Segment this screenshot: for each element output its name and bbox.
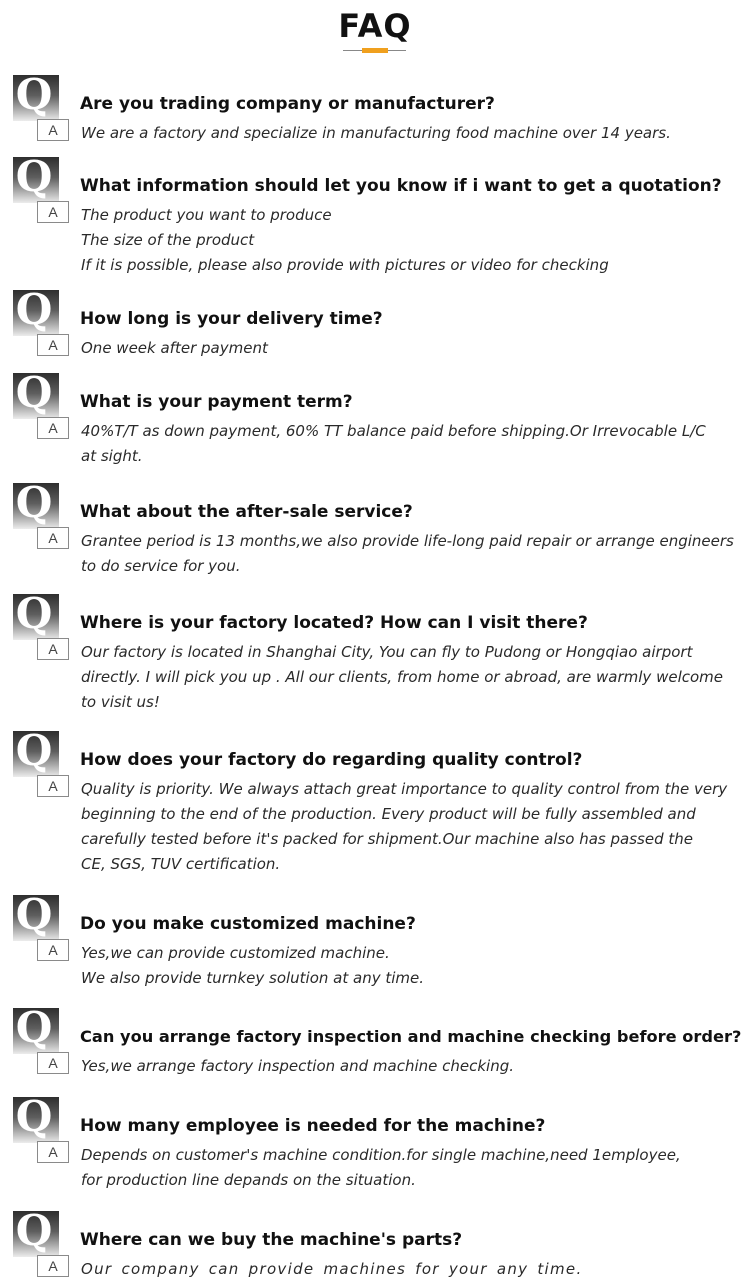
answer-line: One week after payment — [81, 339, 268, 357]
a-badge-icon — [37, 1141, 69, 1163]
a-badge-icon — [37, 775, 69, 797]
faq-question: How many employee is needed for the machine? — [80, 1116, 546, 1136]
faq-answer — [81, 1054, 514, 1079]
a-letter: A — [48, 1258, 58, 1274]
qa-icon — [13, 726, 69, 797]
answer-line: Grantee period is 13 months,we also provide life-long paid repair or arrange engineers — [81, 532, 734, 550]
qa-icon — [13, 368, 69, 439]
faq-question: What about the after-sale service? — [80, 502, 413, 522]
answer-line: carefully tested before it's packed for shipment.Our machine also has passed the — [81, 830, 693, 848]
answer-line: The size of the product — [81, 231, 255, 249]
a-letter: A — [48, 778, 58, 794]
a-badge-icon — [37, 1255, 69, 1277]
q-letter: Q — [15, 152, 53, 201]
qa-icon — [13, 1003, 69, 1074]
answer-line: If it is possible, please also provide with pictures or video for checking — [81, 256, 609, 274]
a-letter: A — [48, 1055, 58, 1071]
qa-icon — [13, 478, 69, 549]
faq-answer — [81, 419, 706, 469]
faq-answer — [81, 203, 609, 278]
q-letter: Q — [15, 1092, 53, 1141]
qa-icon — [13, 152, 69, 223]
q-badge-icon — [13, 726, 59, 777]
faq-question: Can you arrange factory inspection and machine checking before order? — [80, 1027, 742, 1046]
a-badge-icon — [37, 527, 69, 549]
answer-line: Depends on customer's machine condition.for single machine,need 1employee, — [81, 1146, 681, 1164]
faq-question: What is your payment term? — [80, 392, 353, 412]
faq-answer — [81, 529, 734, 579]
q-letter: Q — [15, 1003, 53, 1052]
q-badge-icon — [13, 152, 59, 203]
answer-line: at sight. — [81, 447, 143, 465]
faq-question: What information should let you know if i want to get a quotation? — [80, 176, 722, 196]
answer-line: beginning to the end of the production. Every product will be fully assembled and — [81, 805, 696, 823]
q-letter: Q — [15, 70, 53, 119]
q-badge-icon — [13, 70, 59, 121]
a-badge-icon — [37, 1052, 69, 1074]
answer-line: for production line depands on the situation. — [81, 1171, 416, 1189]
faq-header — [0, 0, 750, 60]
faq-question: How long is your delivery time? — [80, 309, 383, 329]
answer-line: 40%T/T as down payment, 60% TT balance paid before shipping.Or Irrevocable L/C — [81, 422, 706, 440]
answer-line: to visit us! — [81, 693, 160, 711]
q-badge-icon — [13, 1092, 59, 1143]
answer-line: Our company can provide machines for your any time. — [81, 1260, 583, 1278]
a-badge-icon — [37, 638, 69, 660]
faq-answer — [81, 777, 727, 877]
faq-question: Are you trading company or manufacturer? — [80, 94, 495, 114]
a-badge-icon — [37, 201, 69, 223]
q-letter: Q — [15, 726, 53, 775]
q-letter: Q — [15, 478, 53, 527]
qa-icon — [13, 890, 69, 961]
qa-icon — [13, 70, 69, 141]
answer-line: We also provide turnkey solution at any time. — [81, 969, 425, 987]
page-title: FAQ — [338, 7, 412, 45]
a-letter: A — [48, 204, 58, 220]
q-letter: Q — [15, 368, 53, 417]
q-badge-icon — [13, 478, 59, 529]
q-letter: Q — [15, 589, 53, 638]
q-badge-icon — [13, 368, 59, 419]
faq-question: Where can we buy the machine's parts? — [80, 1230, 463, 1250]
answer-line: CE, SGS, TUV certification. — [81, 855, 281, 873]
faq-answer — [81, 121, 671, 146]
q-letter: Q — [15, 285, 53, 334]
a-letter: A — [48, 122, 58, 138]
a-letter: A — [48, 420, 58, 436]
qa-icon — [13, 1092, 69, 1163]
a-letter: A — [48, 530, 58, 546]
q-letter: Q — [15, 890, 53, 939]
faq-answer — [81, 1143, 681, 1193]
q-letter: Q — [15, 1206, 53, 1255]
answer-line: to do service for you. — [81, 557, 241, 575]
a-letter: A — [48, 337, 58, 353]
faq-answer — [81, 1257, 583, 1282]
qa-icon — [13, 285, 69, 356]
a-letter: A — [48, 1144, 58, 1160]
q-badge-icon — [13, 890, 59, 941]
faq-answer — [81, 941, 424, 991]
answer-line: Our factory is located in Shanghai City, You can fly to Pudong or Hongqiao airport — [81, 643, 693, 661]
faq-question: Where is your factory located? How can I visit there? — [80, 613, 588, 633]
q-badge-icon — [13, 589, 59, 640]
faq-answer — [81, 640, 723, 715]
q-badge-icon — [13, 285, 59, 336]
answer-line: Yes,we arrange factory inspection and machine checking. — [81, 1057, 515, 1075]
answer-line: We are a factory and specialize in manufacturing food machine over 14 years. — [81, 124, 671, 142]
faq-question: How does your factory do regarding quality control? — [80, 750, 583, 770]
answer-line: Quality is priority. We always attach great importance to quality control from the very — [81, 780, 728, 798]
a-badge-icon — [37, 334, 69, 356]
faq-question: Do you make customized machine? — [80, 914, 416, 934]
answer-line: directly. I will pick you up . All our clients, from home or abroad, are warmly welcome — [81, 668, 723, 686]
a-badge-icon — [37, 939, 69, 961]
a-badge-icon — [37, 119, 69, 141]
q-badge-icon — [13, 1003, 59, 1054]
answer-line: Yes,we can provide customized machine. — [81, 944, 390, 962]
a-badge-icon — [37, 417, 69, 439]
q-badge-icon — [13, 1206, 59, 1257]
qa-icon — [13, 1206, 69, 1277]
qa-icon — [13, 589, 69, 660]
faq-answer — [81, 336, 268, 361]
answer-line: The product you want to produce — [81, 206, 332, 224]
a-letter: A — [48, 942, 58, 958]
title-accent-bar — [362, 48, 388, 53]
a-letter: A — [48, 641, 58, 657]
